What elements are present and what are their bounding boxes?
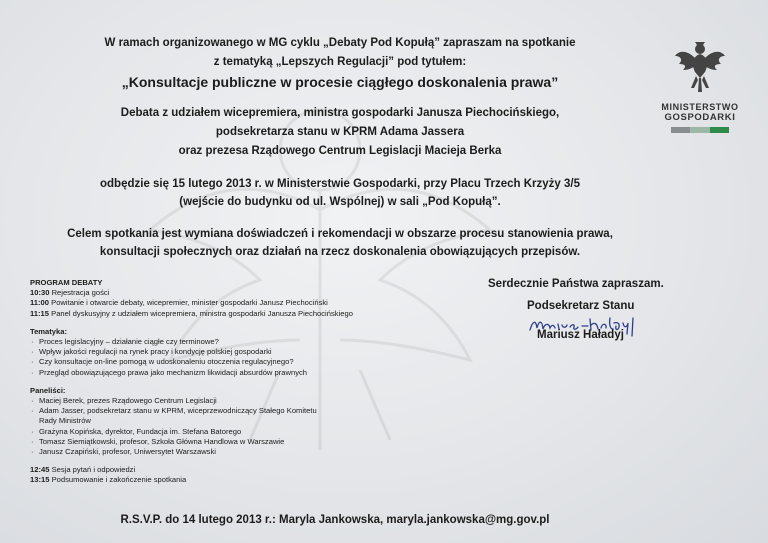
signer-name: Mariusz Haładyj: [537, 329, 624, 341]
schedule-item: 11:00 Powitanie i otwarcie debaty, wicepremier, minister gospodarki Janusz Piechociński: [30, 298, 328, 308]
panelist-item: · Adam Jasser, podsekretarz stanu w KPRM, wiceprzewodniczący Stałego Komitetu: [30, 406, 470, 416]
logo-color-bar: [671, 127, 729, 133]
goal-line-1: Celem spotkania jest wymiana doświadczeń i rekomendacji w obszarze procesu stanowienia prawa,: [67, 228, 613, 240]
eagle-emblem-icon: [673, 38, 727, 96]
program-heading: PROGRAM DEBATY: [30, 278, 103, 287]
panelist-item-continuation: Rady Ministrów: [39, 416, 91, 426]
date-location-line-2: (wejście do budynku od ul. Wspólnej) w sali „Pod Kopułą”.: [179, 196, 501, 208]
debate-line-2: podsekretarza stanu w KPRM Adama Jassera: [215, 126, 465, 138]
greeting: Serdecznie Państwa zapraszam.: [488, 278, 664, 290]
panelists-heading: Paneliści:: [30, 385, 66, 395]
schedule-item: 12:45 Sesja pytań i odpowiedzi: [30, 465, 136, 475]
debate-line-3: oraz prezesa Rządowego Centrum Legislacji Macieja Berka: [178, 145, 502, 157]
debate-line-1: Debata z udziałem wicepremiera, ministra gospodarki Janusza Piechocińskiego,: [120, 107, 560, 119]
logo-bar-green: [710, 127, 729, 133]
panelist-item: · Maciej Berek, prezes Rządowego Centrum Legislacji: [30, 396, 470, 406]
logo-bar-light: [690, 127, 709, 133]
schedule-item: 11:15 Panel dyskusyjny z udziałem wicepremiera, ministra gospodarki Janusza Piechocińskiego: [30, 308, 353, 318]
event-title: „Konsultacje publiczne w procesie ciągłego doskonalenia prawa”: [121, 74, 559, 90]
ministry-logo: [660, 38, 740, 133]
panelist-item: · Tomasz Siemiątkowski, profesor, Szkoła Główna Handlowa w Warszawie: [30, 437, 470, 447]
panelist-item: · Janusz Czapiński, profesor, Uniwersytet Warszawski: [30, 447, 470, 457]
signer-role: Podsekretarz Stanu: [527, 300, 635, 312]
rsvp-line: R.S.V.P. do 14 lutego 2013 r.: Maryla Jankowska, maryla.jankowska@mg.gov.pl: [120, 514, 550, 526]
schedule-item: 13:15 Podsumowanie i zakończenie spotkania: [30, 475, 187, 485]
topic-item: · Przegląd obowiązującego prawa jako mechanizm likwidacji absurdów prawnych: [30, 368, 470, 378]
intro-line-2: z tematyką „Lepszych Regulacji” pod tytułem:: [213, 56, 467, 68]
topic-item: · Czy konsultacje on-line pomogą w udoskonaleniu otoczenia regulacyjnego?: [30, 357, 470, 367]
logo-line-1: MINISTERSTWO: [661, 102, 739, 112]
intro-line-1: W ramach organizowanego w MG cyklu „Debaty Pod Kopułą” zapraszam na spotkanie: [104, 37, 576, 49]
program-section: [30, 278, 470, 486]
topics-heading: Tematyka:: [30, 326, 68, 336]
goal-line-2: konsultacji społecznych oraz działań na rzecz doskonalenia obowiązujących przepisów.: [99, 246, 581, 258]
panelist-item: · Grażyna Kopińska, dyrektor, Fundacja im. Stefana Batorego: [30, 427, 470, 437]
topic-item: · Wpływ jakości regulacji na rynek pracy i kondycję polskiej gospodarki: [30, 347, 470, 357]
date-location-line-1: odbędzie się 15 lutego 2013 r. w Ministerstwie Gospodarki, przy Placu Trzech Krzyży 3/5: [100, 178, 580, 190]
schedule-item: 10:30 Rejestracja gości: [30, 288, 110, 298]
logo-bar-gray: [671, 127, 690, 133]
topic-item: · Proces legislacyjny – działanie ciągłe czy terminowe?: [30, 337, 470, 347]
logo-line-2: GOSPODARKI: [664, 112, 736, 123]
